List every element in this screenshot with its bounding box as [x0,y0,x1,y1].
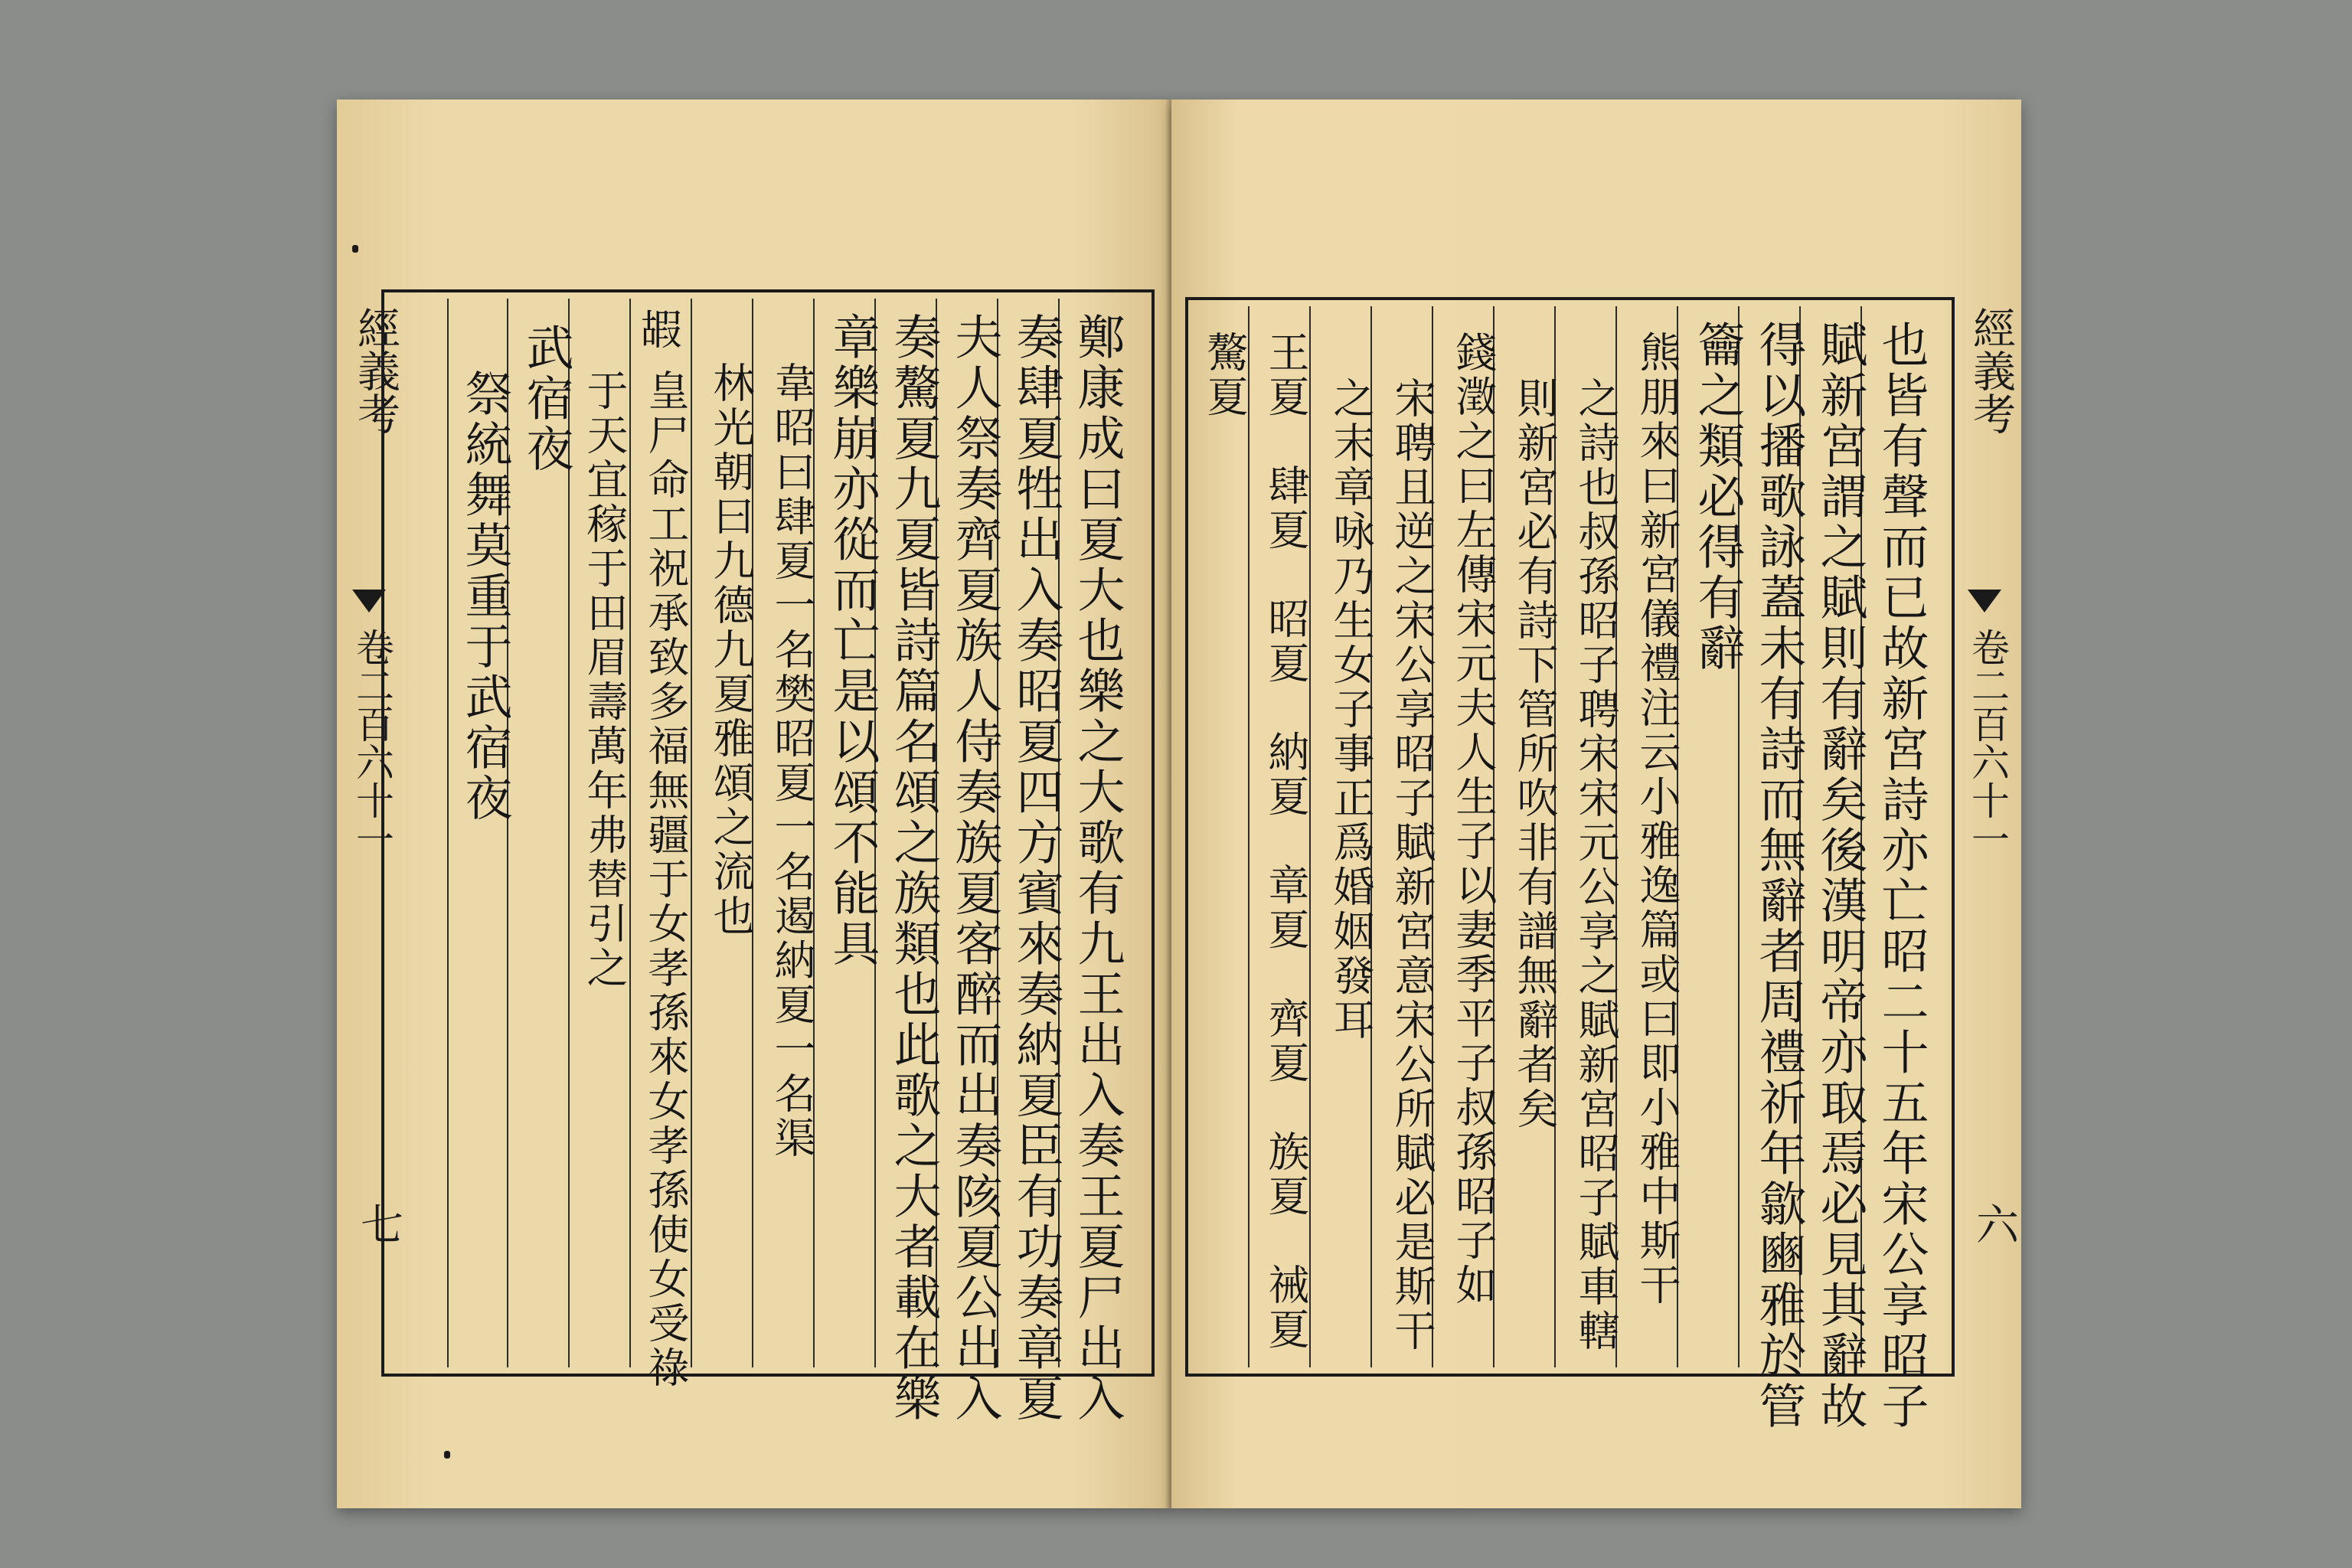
text-column: 鄭康成曰夏大也樂之大歌有九王出入奏王夏尸出入 [1070,312,1125,1424]
text-column: 于天宜稼于田眉壽萬年弗替引之 [580,369,629,991]
text-column: 祭統舞莫重于武宿夜 [457,369,513,824]
spine-folio: 六 [1969,1202,2019,1245]
text-column: 武宿夜 [518,323,574,475]
text-column: 之詩也叔孫昭子聘宋宋元公享之賦新宮昭子賦車轄 [1572,377,1620,1354]
text-column: 韋昭曰肆夏一名樊昭夏一名遏納夏一名渠 [768,361,816,1161]
spine-title: 經義考 [1966,306,2016,435]
fish-tail-mark [1968,590,2001,612]
text-column: 之末章咏乃生女子事正爲婚姻發耳 [1327,377,1375,1043]
text-column: 錢澂之曰左傳宋元夫人生子以妻季平子叔孫昭子如 [1449,331,1498,1308]
text-column: 奏驁夏九夏皆詩篇名頌之族類也此歌之大者載在樂 [886,312,942,1424]
text-column: 也皆有聲而已故新宮詩亦亡昭二十五年宋公享昭子 [1873,320,1929,1432]
page-dot [444,1451,450,1459]
section-head: 嘏 [634,308,682,352]
text-column: 得以播歌詠蓋未有詩而無辭者周禮祈年歙豳雅於管 [1751,320,1807,1432]
text-column: 宋聘且逆之宋公享昭子賦新宮意宋公所賦必是斯干 [1388,377,1436,1354]
text-column: 夫人祭奏齊夏族人侍奏族夏客醉而出奏陔夏公出入 [947,312,1003,1424]
spine-folio: 七 [354,1202,403,1245]
spine-volume: 卷二百六十一 [1965,628,2010,858]
spine-volume: 卷二百六十一 [350,628,394,858]
text-column: 驁夏 [1200,331,1249,420]
text-column: 章樂崩亦從而亡是以頌不能具 [825,312,880,969]
column-rule [629,299,631,1367]
spine-title: 經義考 [351,306,400,435]
right-page [1171,100,2021,1508]
text-column: 籥之類必得有辭 [1690,320,1746,674]
left-page [337,100,1171,1508]
open-book [337,100,2021,1508]
text-column: 林光朝曰九德九夏雅頌之流也 [707,361,755,939]
text-column: 則新宮必有詩下管所吹非有譜無辭者矣 [1511,377,1559,1132]
column-rule [447,299,449,1367]
text-column: 王夏 肆夏 昭夏 納夏 章夏 齊夏 族夏 祴夏 [1262,331,1310,1352]
text-frame [381,289,1155,1424]
column-rule [1248,306,1250,1367]
page-dot [352,245,358,253]
text-frame [1185,297,1955,1432]
text-column: 奏肆夏牲出入奏昭夏四方賓來奏納夏臣有功奏章夏 [1008,312,1064,1424]
text-column: 賦新宮謂之賦則有辭矣後漢明帝亦取焉必見其辭故 [1812,320,1868,1432]
column-rule [691,299,692,1367]
text-column: 熊朋來曰新宮儀禮注云小雅逸篇或曰即小雅中斯干 [1633,331,1681,1308]
text-column: 皇尸命工祝承致多福無疆于女孝孫來女孝孫使女受祿 [642,369,690,1390]
